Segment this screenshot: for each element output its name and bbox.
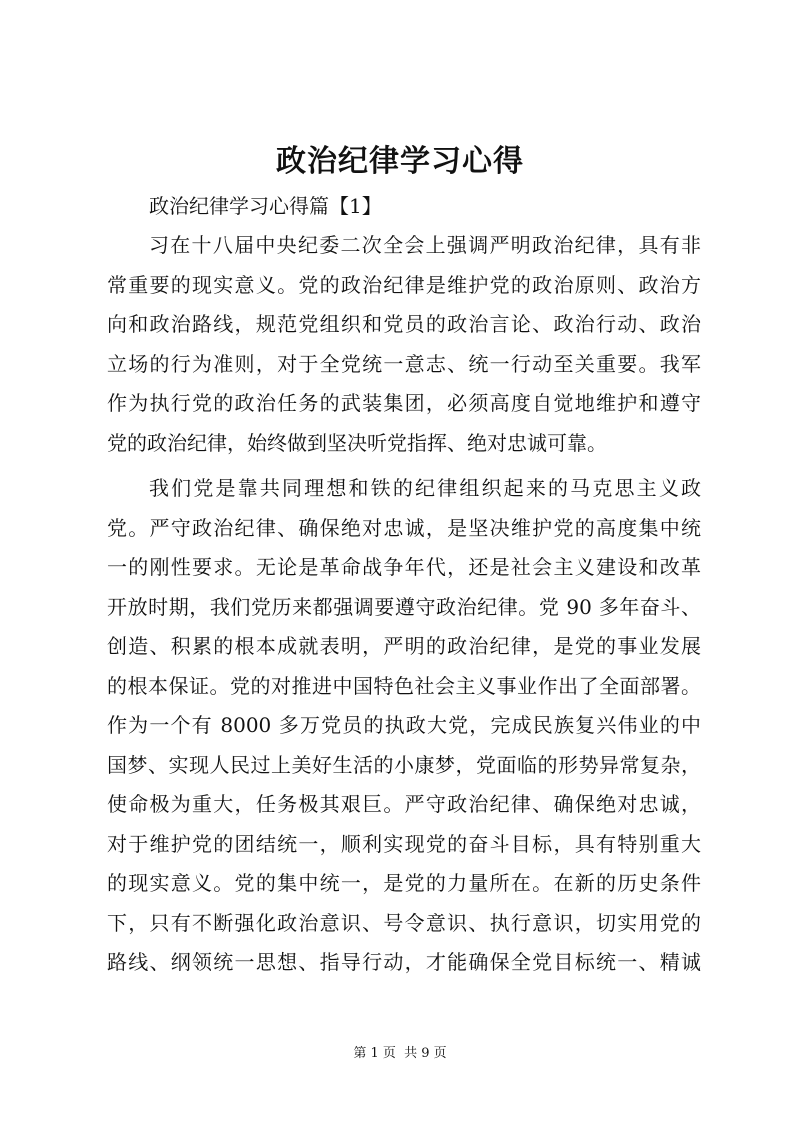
paragraph-line: 国梦、实现人民过上美好生活的小康梦，党面临的形势异常复杂， [107, 752, 701, 777]
paragraph-line: 创造、积累的根本成就表明，严明的政治纪律，是党的事业发展 [107, 634, 701, 658]
paragraph-line: 作为执行党的政治任务的武装集团，必须高度自觉地维护和遵守 [107, 391, 701, 415]
paragraph-line: 我们党是靠共同理想和铁的纪律组织起来的马克思主义政 [149, 476, 701, 500]
paragraph-line: 开放时期，我们党历来都强调要遵守政治纪律。党 90 多年奋斗、 [107, 594, 701, 619]
paragraph-line: 党。严守政治纪律、确保绝对忠诚，是坚决维护党的高度集中统 [107, 515, 701, 540]
page-footer [0, 1044, 800, 1064]
paragraph-line: 作为一个有 8000 多万党员的执政大党，完成民族复兴伟业的中 [107, 713, 701, 737]
document-title: 政治纪律学习心得 [276, 144, 524, 179]
paragraph-line: 常重要的现实意义。党的政治纪律是维护党的政治原则、政治方 [107, 272, 701, 297]
paragraph-line: 一的刚性要求。无论是革命战争年代，还是社会主义建设和改革 [107, 555, 701, 579]
section-heading: 政治纪律学习心得篇【1】 [149, 194, 382, 218]
paragraph-line: 对于维护党的团结统一，顺利实现党的奋斗目标，具有特别重大 [107, 831, 701, 856]
paragraph-line: 路线、纲领统一思想、指导行动，才能确保全党目标统一、精诚 [107, 950, 701, 974]
paragraph-line: 向和政治路线，规范党组织和党员的政治言论、政治行动、政治 [107, 312, 701, 336]
paragraph-line: 习在十八届中央纪委二次全会上强调严明政治纪律，具有非 [149, 233, 701, 257]
paragraph-line: 下，只有不断强化政治意识、号令意识、执行意识，切实用党的 [107, 910, 701, 935]
page-total: 共 9 页 [404, 1046, 447, 1061]
paragraph-1 [107, 226, 701, 463]
paragraph-line: 使命极为重大，任务极其艰巨。严守政治纪律、确保绝对忠诚， [107, 792, 701, 816]
paragraph-line: 的根本保证。党的对推进中国特色社会主义事业作出了全面部署。 [107, 673, 701, 698]
paragraph-line: 立场的行为准则，对于全党统一意志、统一行动至关重要。我军 [107, 351, 701, 376]
paragraph-2 [107, 469, 701, 983]
page-number: 第 1 页 [353, 1046, 396, 1061]
paragraph-line: 的现实意义。党的集中统一，是党的力量所在。在新的历史条件 [107, 871, 701, 895]
paragraph-line: 党的政治纪律，始终做到坚决听党指挥、绝对忠诚可靠。 [107, 430, 607, 455]
